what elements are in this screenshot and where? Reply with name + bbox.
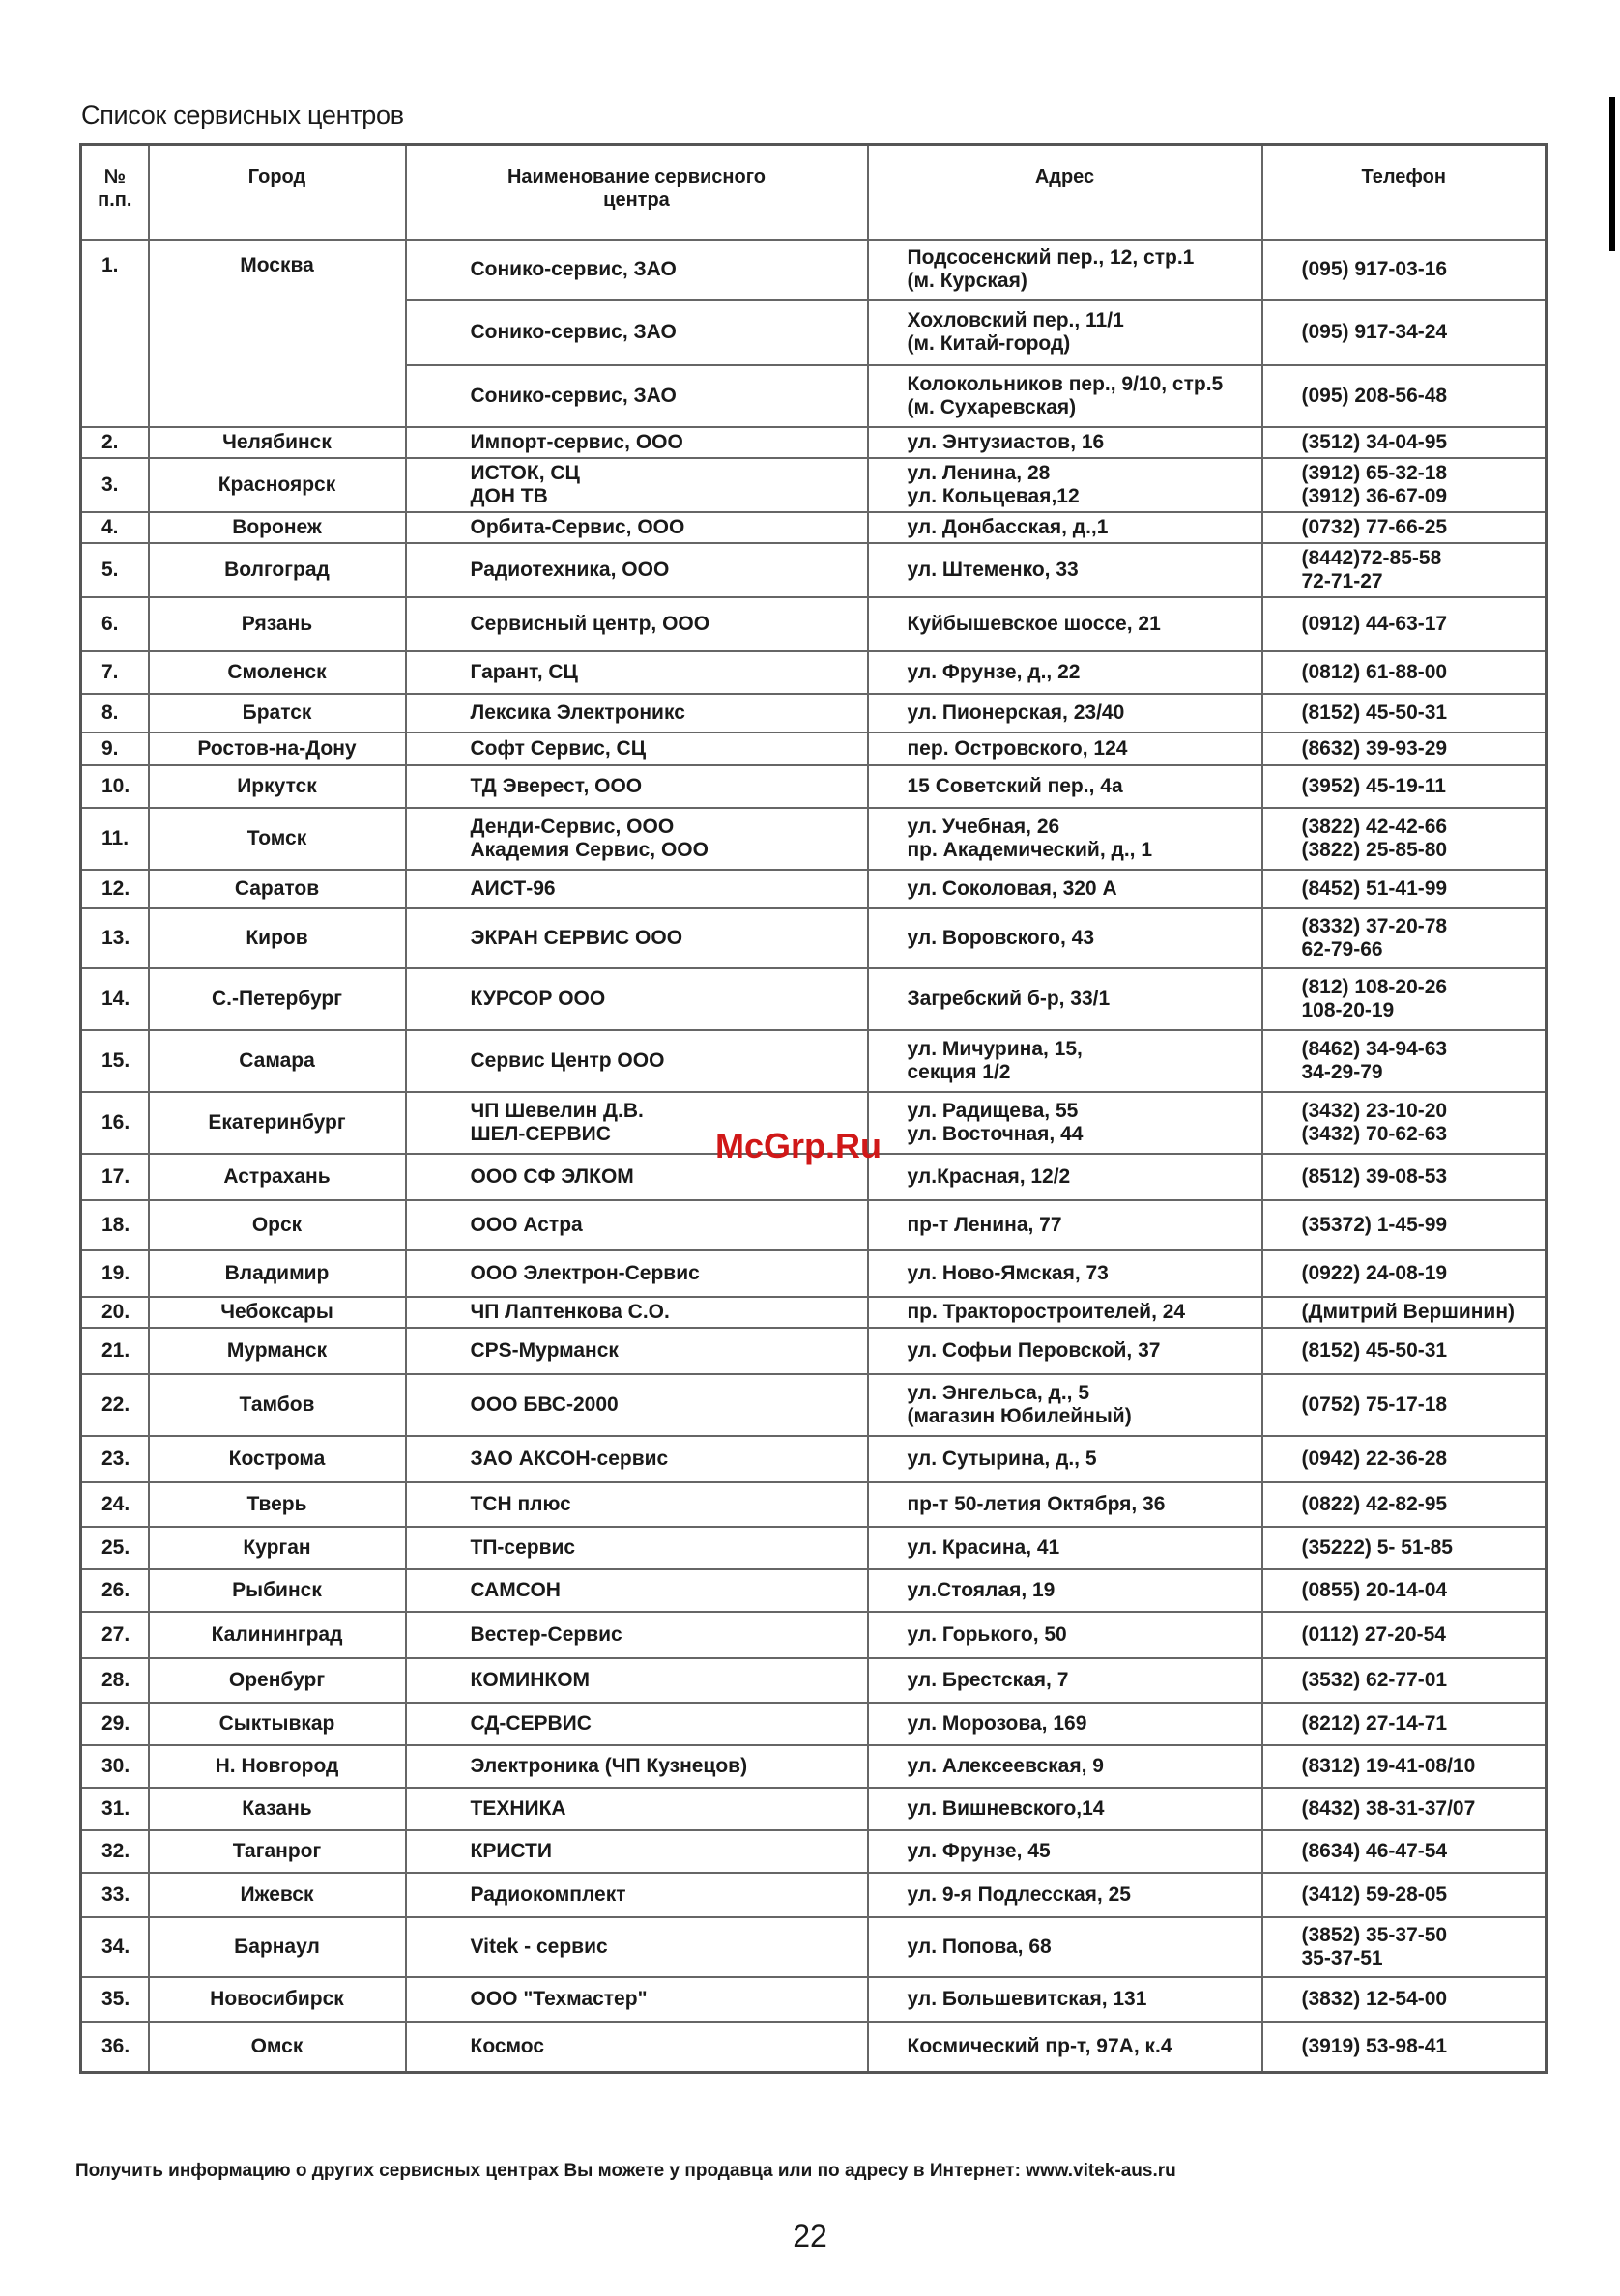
center-name-cell: КРИСТИ — [406, 1830, 868, 1873]
phone-cell: (Дмитрий Вершинин) — [1262, 1297, 1547, 1328]
row-number: 28. — [81, 1658, 149, 1703]
city-cell: Киров — [149, 908, 406, 968]
phone-cell: (3822) 42-42-66 (3822) 25-85-80 — [1262, 808, 1547, 870]
phone-cell: (8432) 38-31-37/07 — [1262, 1788, 1547, 1830]
city-cell: Тамбов — [149, 1374, 406, 1436]
table-row — [81, 968, 1547, 1030]
row-number: 21. — [81, 1328, 149, 1374]
row-number: 11. — [81, 808, 149, 870]
phone-cell: (3852) 35-37-50 35-37-51 — [1262, 1917, 1547, 1977]
center-name-cell: ЧП Лаптенкова С.О. — [406, 1297, 868, 1328]
row-number: 7. — [81, 651, 149, 694]
city-cell: Барнаул — [149, 1917, 406, 1977]
address-cell: ул. Радищева, 55 ул. Восточная, 44 — [868, 1092, 1262, 1154]
phone-cell: (3412) 59-28-05 — [1262, 1873, 1547, 1917]
city-cell: Курган — [149, 1527, 406, 1569]
center-name-cell: САМСОН — [406, 1569, 868, 1612]
row-number: 12. — [81, 870, 149, 908]
center-name-cell: ЭКРАН СЕРВИС ООО — [406, 908, 868, 968]
city-cell: Таганрог — [149, 1830, 406, 1873]
address-cell: ул. Штеменко, 33 — [868, 543, 1262, 597]
city-cell: Челябинск — [149, 427, 406, 458]
row-number: 29. — [81, 1703, 149, 1745]
page-number: 22 — [793, 2219, 827, 2253]
city-cell: Владимир — [149, 1250, 406, 1297]
row-number: 6. — [81, 597, 149, 651]
city-cell: Орск — [149, 1200, 406, 1250]
phone-cell: (0942) 22-36-28 — [1262, 1436, 1547, 1482]
table-header-row — [81, 145, 1547, 241]
city-cell: Москва — [149, 240, 406, 427]
phone-cell: (0812) 61-88-00 — [1262, 651, 1547, 694]
table-row — [81, 458, 1547, 512]
table-row — [81, 1745, 1547, 1788]
row-number: 20. — [81, 1297, 149, 1328]
address-cell: ул. Фрунзе, д., 22 — [868, 651, 1262, 694]
table-row — [81, 765, 1547, 808]
table-row — [81, 1830, 1547, 1873]
center-name-cell: ООО Электрон-Сервис — [406, 1250, 868, 1297]
table-row — [81, 1569, 1547, 1612]
table-row — [81, 1917, 1547, 1977]
address-cell: ул. Учебная, 26 пр. Академический, д., 1 — [868, 808, 1262, 870]
column-header-address: Адрес — [868, 145, 1262, 241]
table-row — [81, 1297, 1547, 1328]
city-cell: Волгоград — [149, 543, 406, 597]
phone-cell: (3832) 12-54-00 — [1262, 1977, 1547, 2022]
address-cell: Подсосенский пер., 12, стр.1 (м. Курская) — [868, 240, 1262, 300]
center-name-cell: Импорт-сервис, ООО — [406, 427, 868, 458]
address-cell: ул. Вишневского,14 — [868, 1788, 1262, 1830]
address-cell: ул. 9-я Подлесская, 25 — [868, 1873, 1262, 1917]
address-cell: ул. Пионерская, 23/40 — [868, 694, 1262, 732]
center-name-cell: ТД Эверест, ООО — [406, 765, 868, 808]
phone-cell: (3432) 23-10-20 (3432) 70-62-63 — [1262, 1092, 1547, 1154]
table-row — [81, 2022, 1547, 2072]
table-row — [81, 1482, 1547, 1527]
center-name-cell: СД-СЕРВИС — [406, 1703, 868, 1745]
address-cell: Хохловский пер., 11/1 (м. Китай-город) — [868, 300, 1262, 365]
address-cell: ул. Энгельса, д., 5 (магазин Юбилейный) — [868, 1374, 1262, 1436]
address-cell: ул. Ново-Ямская, 73 — [868, 1250, 1262, 1297]
row-number: 18. — [81, 1200, 149, 1250]
table-row — [81, 1374, 1547, 1436]
city-cell: С.-Петербург — [149, 968, 406, 1030]
table-row — [81, 1658, 1547, 1703]
row-number: 16. — [81, 1092, 149, 1154]
center-name-cell: Орбита-Сервис, ООО — [406, 512, 868, 543]
center-name-cell: КОМИНКОМ — [406, 1658, 868, 1703]
address-cell: ул. Морозова, 169 — [868, 1703, 1262, 1745]
row-number: 34. — [81, 1917, 149, 1977]
center-name-cell: Космос — [406, 2022, 868, 2072]
watermark: McGrp.Ru — [715, 1126, 882, 1165]
table-row — [81, 512, 1547, 543]
center-name-cell: КУРСОР ООО — [406, 968, 868, 1030]
city-cell: Самара — [149, 1030, 406, 1092]
table-row — [81, 427, 1547, 458]
address-cell: пр. Тракторостроителей, 24 — [868, 1297, 1262, 1328]
table-row — [81, 1703, 1547, 1745]
row-number: 27. — [81, 1612, 149, 1658]
center-name-cell: Сервис Центр ООО — [406, 1030, 868, 1092]
phone-cell: (0855) 20-14-04 — [1262, 1569, 1547, 1612]
table-row — [81, 1612, 1547, 1658]
table-row — [81, 1200, 1547, 1250]
table-row — [81, 1436, 1547, 1482]
center-name-cell: ЗАО АКСОН-сервис — [406, 1436, 868, 1482]
row-number: 23. — [81, 1436, 149, 1482]
table-row — [81, 1873, 1547, 1917]
center-name-cell: Радиотехника, ООО — [406, 543, 868, 597]
city-cell: Новосибирск — [149, 1977, 406, 2022]
city-cell: Мурманск — [149, 1328, 406, 1374]
center-name-cell: Софт Сервис, СЦ — [406, 732, 868, 765]
center-name-cell: ООО "Техмастер" — [406, 1977, 868, 2022]
table-row — [81, 1977, 1547, 2022]
address-cell: ул. Энтузиастов, 16 — [868, 427, 1262, 458]
center-name-cell: Вестер-Сервис — [406, 1612, 868, 1658]
phone-cell: (3532) 62-77-01 — [1262, 1658, 1547, 1703]
table-row — [81, 908, 1547, 968]
address-cell: ул.Красная, 12/2 — [868, 1154, 1262, 1200]
city-cell: Братск — [149, 694, 406, 732]
row-number: 22. — [81, 1374, 149, 1436]
row-number: 8. — [81, 694, 149, 732]
row-number: 33. — [81, 1873, 149, 1917]
table-row — [81, 1527, 1547, 1569]
city-cell: Астрахань — [149, 1154, 406, 1200]
phone-cell: (35372) 1-45-99 — [1262, 1200, 1547, 1250]
table-row — [81, 651, 1547, 694]
row-number: 13. — [81, 908, 149, 968]
phone-cell: (095) 917-34-24 — [1262, 300, 1547, 365]
city-cell: Сыктывкар — [149, 1703, 406, 1745]
address-cell: Загребский б-р, 33/1 — [868, 968, 1262, 1030]
city-cell: Рязань — [149, 597, 406, 651]
column-header-number: № п.п. — [81, 145, 149, 241]
table-row — [81, 694, 1547, 732]
center-name-cell: Гарант, СЦ — [406, 651, 868, 694]
table-row — [81, 808, 1547, 870]
center-name-cell: ТП-сервис — [406, 1527, 868, 1569]
center-name-cell: Денди-Сервис, ООО Академия Сервис, ООО — [406, 808, 868, 870]
city-cell: Воронеж — [149, 512, 406, 543]
phone-cell: (0922) 24-08-19 — [1262, 1250, 1547, 1297]
column-header-name: Наименование сервисного центра — [406, 145, 868, 241]
city-cell: Томск — [149, 808, 406, 870]
row-number: 31. — [81, 1788, 149, 1830]
city-cell: Чебоксары — [149, 1297, 406, 1328]
city-cell: Екатеринбург — [149, 1092, 406, 1154]
row-number: 32. — [81, 1830, 149, 1873]
phone-cell: (095) 917-03-16 — [1262, 240, 1547, 300]
address-cell: ул. Фрунзе, 45 — [868, 1830, 1262, 1873]
address-cell: ул. Софьи Перовской, 37 — [868, 1328, 1262, 1374]
city-cell: Ижевск — [149, 1873, 406, 1917]
phone-cell: (8452) 51-41-99 — [1262, 870, 1547, 908]
row-number: 14. — [81, 968, 149, 1030]
phone-cell: (8512) 39-08-53 — [1262, 1154, 1547, 1200]
table-row — [81, 870, 1547, 908]
phone-cell: (8632) 39-93-29 — [1262, 732, 1547, 765]
row-number: 3. — [81, 458, 149, 512]
address-cell: ул. Красина, 41 — [868, 1527, 1262, 1569]
column-header-phone: Телефон — [1262, 145, 1547, 241]
address-cell: ул. Воровского, 43 — [868, 908, 1262, 968]
table-row — [81, 1250, 1547, 1297]
address-cell: 15 Советский пер., 4а — [868, 765, 1262, 808]
center-name-cell: Радиокомплект — [406, 1873, 868, 1917]
row-number: 17. — [81, 1154, 149, 1200]
row-number: 10. — [81, 765, 149, 808]
page-title: Список сервисных центров — [81, 100, 404, 129]
phone-cell: (3912) 65-32-18 (3912) 36-67-09 — [1262, 458, 1547, 512]
address-cell: ул. Брестская, 7 — [868, 1658, 1262, 1703]
phone-cell: (0732) 77-66-25 — [1262, 512, 1547, 543]
row-number: 2. — [81, 427, 149, 458]
footnote: Получить информацию о других сервисных центрах Вы можете у продавца или по адресу в Интернет: www.vitek-aus.ru — [75, 2161, 1176, 2181]
table-row — [81, 543, 1547, 597]
address-cell: Куйбышевское шоссе, 21 — [868, 597, 1262, 651]
address-cell: пер. Островского, 124 — [868, 732, 1262, 765]
address-cell: ул. Алексеевская, 9 — [868, 1745, 1262, 1788]
address-cell: Космический пр-т, 97А, к.4 — [868, 2022, 1262, 2072]
table-row — [81, 1328, 1547, 1374]
phone-cell: (8212) 27-14-71 — [1262, 1703, 1547, 1745]
center-name-cell: ООО Астра — [406, 1200, 868, 1250]
row-number: 9. — [81, 732, 149, 765]
table-row — [81, 732, 1547, 765]
city-cell: Оренбург — [149, 1658, 406, 1703]
table-row — [81, 1030, 1547, 1092]
column-header-city: Город — [149, 145, 406, 241]
address-cell: Колокольников пер., 9/10, стр.5 (м. Сухаревская) — [868, 365, 1262, 427]
center-name-cell: ЧП Шевелин Д.В. ШЕЛ-СЕРВИС — [406, 1092, 868, 1154]
row-number: 1. — [81, 240, 149, 427]
city-cell: Н. Новгород — [149, 1745, 406, 1788]
row-number: 30. — [81, 1745, 149, 1788]
address-cell: ул. Донбасская, д.,1 — [868, 512, 1262, 543]
address-cell: ул. Сутырина, д., 5 — [868, 1436, 1262, 1482]
row-number: 5. — [81, 543, 149, 597]
row-number: 24. — [81, 1482, 149, 1527]
center-name-cell: ООО СФ ЭЛКОМ — [406, 1154, 868, 1200]
city-cell: Иркутск — [149, 765, 406, 808]
center-name-cell: Сонико-сервис, ЗАО — [406, 300, 868, 365]
city-cell: Ростов-на-Дону — [149, 732, 406, 765]
city-cell: Рыбинск — [149, 1569, 406, 1612]
city-cell: Саратов — [149, 870, 406, 908]
address-cell: ул. Мичурина, 15, секция 1/2 — [868, 1030, 1262, 1092]
city-cell: Смоленск — [149, 651, 406, 694]
row-number: 25. — [81, 1527, 149, 1569]
phone-cell: (8462) 34-94-63 34-29-79 — [1262, 1030, 1547, 1092]
table-row — [81, 240, 1547, 300]
city-cell: Тверь — [149, 1482, 406, 1527]
row-number: 19. — [81, 1250, 149, 1297]
row-number: 4. — [81, 512, 149, 543]
phone-cell: (8634) 46-47-54 — [1262, 1830, 1547, 1873]
center-name-cell: ТСН плюс — [406, 1482, 868, 1527]
center-name-cell: Сонико-сервис, ЗАО — [406, 365, 868, 427]
city-cell: Кострома — [149, 1436, 406, 1482]
center-name-cell: ООО БВС-2000 — [406, 1374, 868, 1436]
phone-cell: (8332) 37-20-78 62-79-66 — [1262, 908, 1547, 968]
center-name-cell: Электроника (ЧП Кузнецов) — [406, 1745, 868, 1788]
center-name-cell: Сервисный центр, ООО — [406, 597, 868, 651]
row-number: 15. — [81, 1030, 149, 1092]
city-cell: Калининград — [149, 1612, 406, 1658]
address-cell: ул.Стоялая, 19 — [868, 1569, 1262, 1612]
center-name-cell: ИСТОК, СЦ ДОН ТВ — [406, 458, 868, 512]
phone-cell: (3952) 45-19-11 — [1262, 765, 1547, 808]
table-row — [81, 597, 1547, 651]
phone-cell: (8152) 45-50-31 — [1262, 1328, 1547, 1374]
address-cell: ул. Соколовая, 320 А — [868, 870, 1262, 908]
address-cell: пр-т Ленина, 77 — [868, 1200, 1262, 1250]
phone-cell: (095) 208-56-48 — [1262, 365, 1547, 427]
phone-cell: (8442)72-85-58 72-71-27 — [1262, 543, 1547, 597]
row-number: 36. — [81, 2022, 149, 2072]
phone-cell: (3512) 34-04-95 — [1262, 427, 1547, 458]
phone-cell: (8312) 19-41-08/10 — [1262, 1745, 1547, 1788]
center-name-cell: Лексика Электроникс — [406, 694, 868, 732]
city-cell: Казань — [149, 1788, 406, 1830]
phone-cell: (0912) 44-63-17 — [1262, 597, 1547, 651]
phone-cell: (812) 108-20-26 108-20-19 — [1262, 968, 1547, 1030]
row-number: 26. — [81, 1569, 149, 1612]
address-cell: ул. Попова, 68 — [868, 1917, 1262, 1977]
center-name-cell: АИСТ-96 — [406, 870, 868, 908]
center-name-cell: CPS-Мурманск — [406, 1328, 868, 1374]
phone-cell: (8152) 45-50-31 — [1262, 694, 1547, 732]
phone-cell: (0822) 42-82-95 — [1262, 1482, 1547, 1527]
phone-cell: (0112) 27-20-54 — [1262, 1612, 1547, 1658]
address-cell: ул. Ленина, 28 ул. Кольцевая,12 — [868, 458, 1262, 512]
phone-cell: (0752) 75-17-18 — [1262, 1374, 1547, 1436]
row-number: 35. — [81, 1977, 149, 2022]
phone-cell: (35222) 5- 51-85 — [1262, 1527, 1547, 1569]
edge-mark — [1609, 97, 1615, 251]
center-name-cell: Сонико-сервис, ЗАО — [406, 240, 868, 300]
service-centers-table — [79, 143, 1548, 2074]
center-name-cell: ТЕХНИКА — [406, 1788, 868, 1830]
address-cell: пр-т 50-летия Октября, 36 — [868, 1482, 1262, 1527]
phone-cell: (3919) 53-98-41 — [1262, 2022, 1547, 2072]
city-cell: Красноярск — [149, 458, 406, 512]
table-row — [81, 1788, 1547, 1830]
address-cell: ул. Большевитская, 131 — [868, 1977, 1262, 2022]
center-name-cell: Vitek - сервис — [406, 1917, 868, 1977]
address-cell: ул. Горького, 50 — [868, 1612, 1262, 1658]
city-cell: Омск — [149, 2022, 406, 2072]
